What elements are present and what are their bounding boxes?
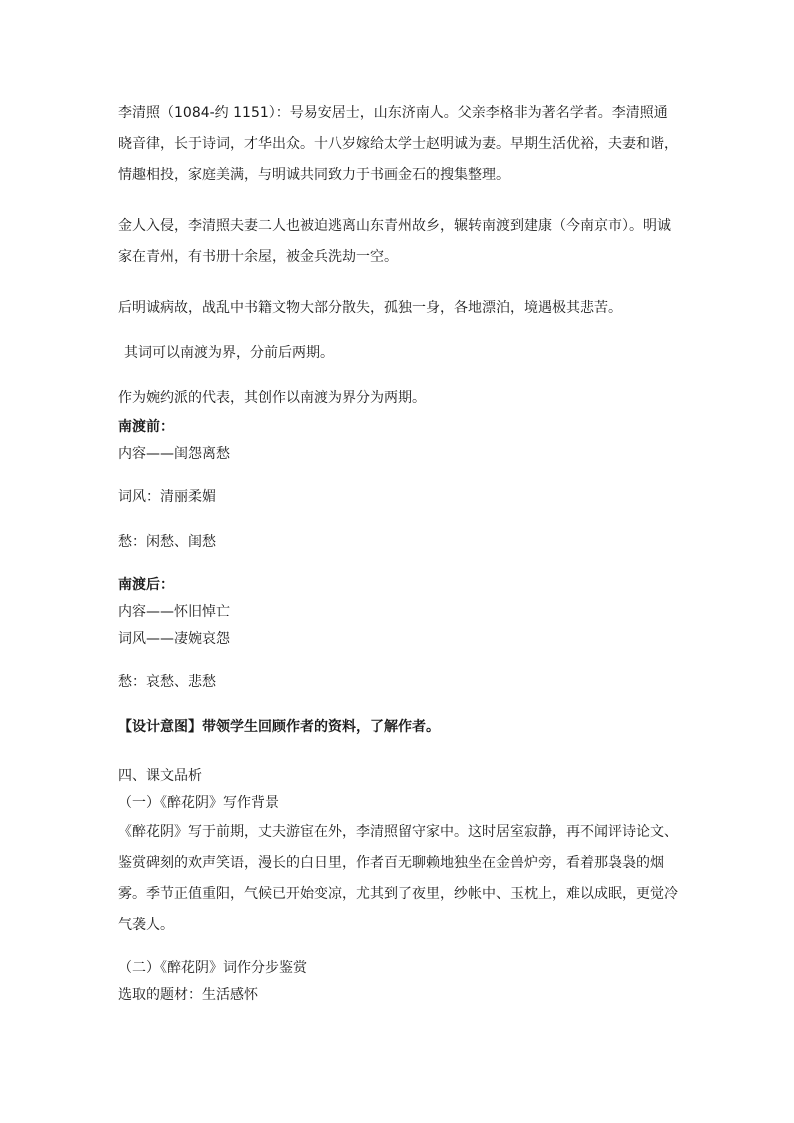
bio-paragraph-2: 金人入侵，李清照夫妻二人也被迫逃离山东青州故乡，辗转南渡到建康（今南京市）。明诚家在青州，有书册十余屋，被金兵洗劫一空。	[118, 218, 671, 265]
bio-paragraph-1: 李清照（1084-约 1151）：号易安居士，山东济南人。父亲李格非为著名学者。李清照通晓音律，长于诗词，才华出众。十八岁嫁给太学士赵明诚为妻。早期生活优裕，夫妻和谐，情趣相投，家庭美满，与明诚共同致力于书画金石的搜集整理。	[118, 105, 678, 183]
section-four-sub1-text: 《醉花阴》写于前期，丈夫游宦在外，李清照留守家中。这时居室寂静，再不闻评诗论文、鉴赏碑刻的欢声笑语，漫长的白日里，作者百无聊赖地独坐在金兽炉旁，看着那袅袅的烟雾。季节正值重阳，气候已开始变凉，尤其到了夜里，纱帐中、玉枕上，难以成眠，更觉冷气袭人。	[118, 824, 678, 933]
before-sorrow: 愁：闲愁、闺愁	[118, 534, 216, 550]
after-content: 内容——怀旧悼亡	[118, 604, 230, 620]
section-four	[118, 763, 678, 1009]
before-style: 词风：清丽柔媚	[118, 489, 216, 505]
bio-paragraph-3: 后明诚病故，战乱中书籍文物大部分散失，孤独一身，各地漂泊，境遇极其悲苦。	[118, 300, 622, 316]
section-four-sub2-text: 选取的题材：生活感怀	[118, 987, 258, 1003]
before-content: 内容——闺怨离愁	[118, 446, 230, 462]
section-four-sub1: （一）《醉花阴》写作背景	[118, 795, 279, 811]
document-page	[118, 98, 678, 1009]
bio-paragraph-5: 作为婉约派的代表，其创作以南渡为界分为两期。	[118, 390, 426, 406]
after-heading: 南渡后：	[118, 577, 174, 593]
after-style: 词风——凄婉哀怨	[118, 631, 230, 647]
before-heading: 南渡前：	[118, 419, 174, 435]
section-four-sub2: （二）《醉花阴》词作分步鉴赏	[118, 960, 307, 976]
section-four-title: 四、课文品析	[118, 768, 202, 784]
design-intent: 【设计意图】带领学生回顾作者的资料，了解作者。	[118, 719, 440, 735]
bio-paragraph-4: 其词可以南渡为界，分前后两期。	[124, 345, 334, 361]
before-south-section	[118, 414, 678, 558]
after-south-section	[118, 572, 678, 698]
after-sorrow: 愁：哀愁、悲愁	[118, 674, 216, 690]
